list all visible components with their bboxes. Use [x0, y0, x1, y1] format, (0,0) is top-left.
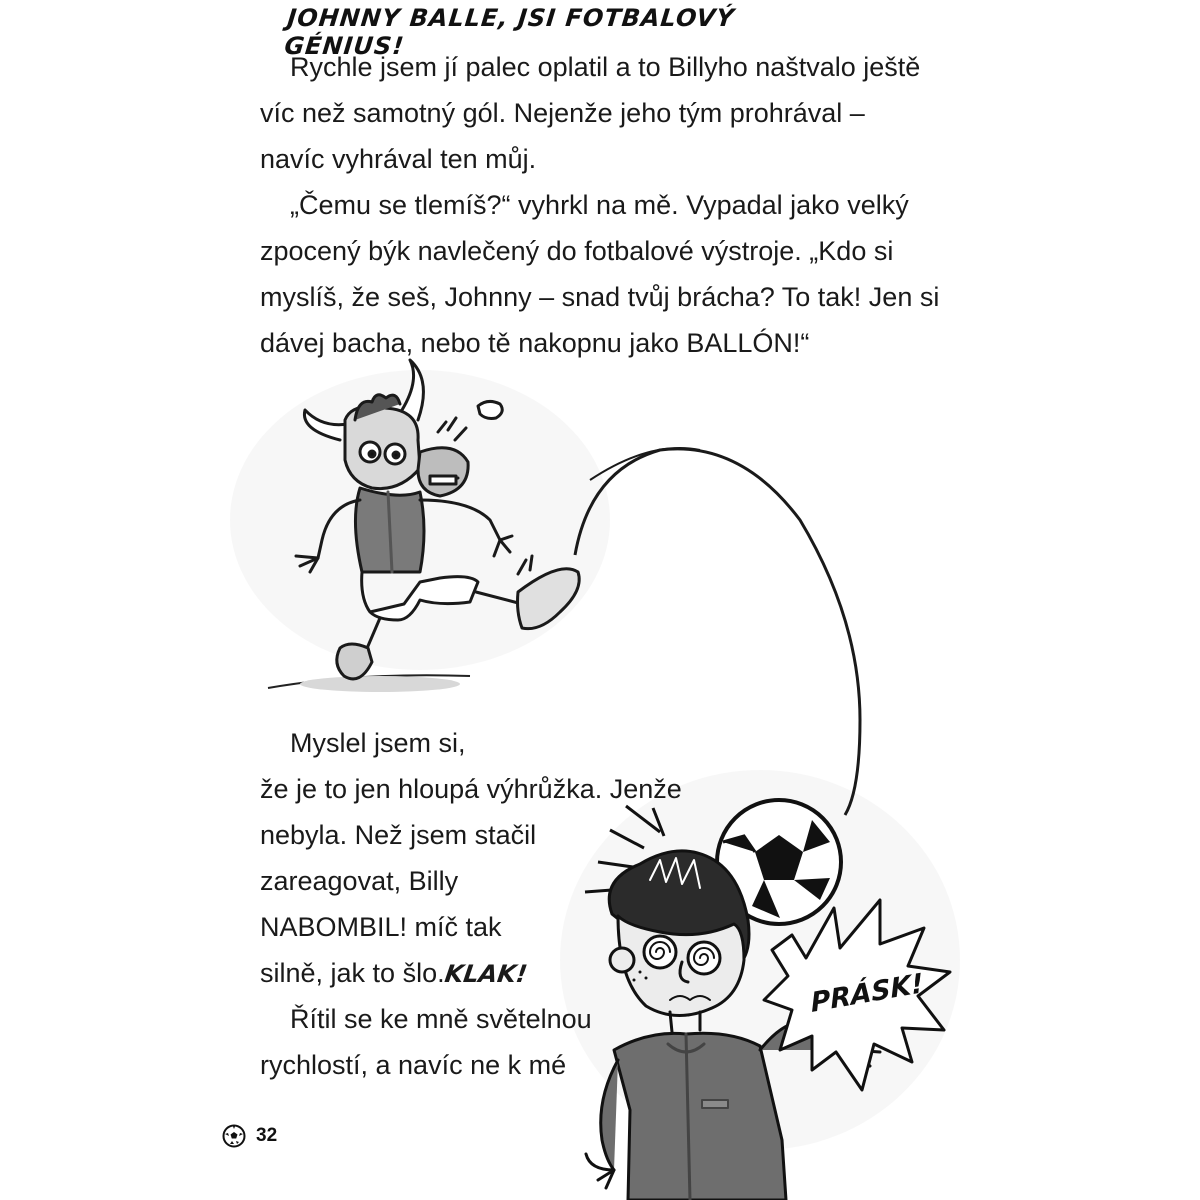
- ball-trajectory-inner: [590, 448, 700, 480]
- text-line: víc než samotný gól. Nejenže jeho tým prohrával –: [260, 98, 865, 128]
- text-line: navíc vyhrával ten můj.: [260, 144, 537, 174]
- text-fragment: silně, jak to šlo.: [260, 958, 445, 988]
- running-head: JOHNNY BALLE, JSI FOTBALOVÝ GÉNIUS!: [283, 4, 737, 60]
- paragraph-3: [260, 720, 682, 997]
- paragraph-4: [260, 996, 592, 1088]
- klak-sound-effect: KLAK!: [442, 960, 529, 988]
- text-line: dávej bacha, nebo tě nakopnu jako BALLÓN!“: [260, 328, 810, 358]
- text-line: zpocený býk navlečený do fotbalové výstroje. „Kdo si: [260, 236, 894, 266]
- prask-sound-effect: PRÁSK!: [809, 968, 925, 1019]
- text-line: „Čemu se tlemíš?“ vyhrkl na mě. Vypadal jako velký: [290, 190, 909, 220]
- ground-shadow: [300, 676, 460, 692]
- text-line: nebyla. Než jsem stačil: [260, 820, 537, 850]
- text-line: že je to jen hloupá výhrůžka. Jenže: [260, 774, 682, 804]
- text-line: NABOMBIL! míč tak: [260, 912, 502, 942]
- text-line: Řítil se ke mně světelnou: [290, 1004, 592, 1034]
- text-line: Rychle jsem jí palec oplatil a to Billyho naštvalo ještě: [290, 52, 921, 82]
- page-folio: [222, 1124, 277, 1148]
- football-icon: [222, 1124, 246, 1148]
- text-line: zareagovat, Billy: [260, 866, 459, 896]
- text-line: Myslel jsem si,: [290, 728, 466, 758]
- text-line-with-sfx: [260, 950, 682, 997]
- page-number: 32: [256, 1125, 278, 1146]
- text-line: rychlostí, a navíc ne k mé: [260, 1050, 567, 1080]
- text-line: myslíš, že seš, Johnny – snad tvůj brácha? To tak! Jen si: [260, 282, 940, 312]
